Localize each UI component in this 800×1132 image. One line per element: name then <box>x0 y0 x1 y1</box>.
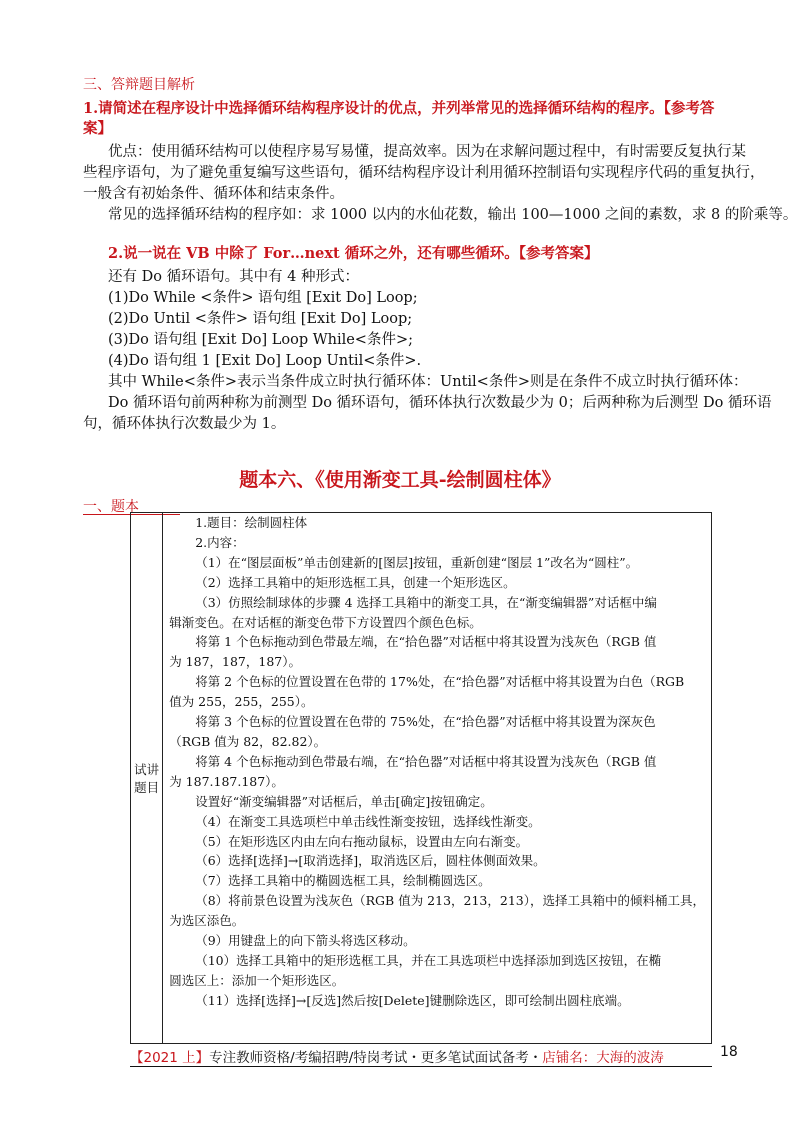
footer-text: 专注教师资格/考编招聘/特岗考试・更多笔试面试备考・ <box>209 1050 543 1066</box>
table-line: （RGB 值为 82，82.82）。 <box>169 733 327 749</box>
answer-2-line-4: (3)Do 语句组 [Exit Do] Loop While<条件>; <box>108 332 413 348</box>
table-label-cell <box>131 513 163 1044</box>
table-line: 圆选区上：添加一个矩形选区。 <box>169 972 345 988</box>
table-line: （10）选择工具箱中的矩形选框工具，并在工具选项栏中选择添加到选区按钮，在椭 <box>195 952 662 968</box>
answer-2-line-3: (2)Do Until <条件> 语句组 [Exit Do] Loop; <box>108 311 413 327</box>
table-line: （5）在矩形选区内由左向右拖动鼠标，设置由左向右渐变。 <box>195 833 529 849</box>
answer-2-line-6: 其中 While<条件>表示当条件成立时执行循环体：Until<条件>则是在条件不成立时执行循环体： <box>108 374 748 390</box>
section-heading-topic: 一、题本 <box>83 499 139 515</box>
table-line: 2.内容： <box>195 534 245 550</box>
table-line: （8）将前景色设置为浅灰色（RGB 值为 213，213，213），选择工具箱中的倾料桶工具， <box>195 893 705 909</box>
footer-underline <box>130 1066 712 1067</box>
table-line: （2）选择工具箱中的矩形选框工具，创建一个矩形选区。 <box>195 574 516 590</box>
footer <box>130 1046 664 1066</box>
table-line: （1）在“图层面板”单击创建新的[图层]按钮，重新创建“图层 1”改名为“圆柱”。 <box>195 554 639 570</box>
table-content-cell <box>163 513 712 1044</box>
answer-2-line-7: Do 循环语句前两种称为前测型 Do 循环语句，循环体执行次数最少为 0；后两种称为后测型 Do 循环语 <box>108 395 772 411</box>
table-line: 将第 4 个色标拖动到色带最右端，在“拾色器”对话框中将其设置为浅灰色（RGB 值 <box>195 753 657 769</box>
table-line: （11）选择[选择]→[反选]然后按[Delete]键删除选区，即可绘制出圆柱底端。 <box>195 992 630 1008</box>
answer-2-line-1: 还有 Do 循环语句。其中有 4 种形式： <box>108 269 360 285</box>
exam-table <box>130 512 712 1044</box>
table-line: （6）选择[选择]→[取消选择]，取消选区后，圆柱体侧面效果。 <box>195 853 546 869</box>
table-line: 1.题目：绘制圆柱体 <box>195 515 308 530</box>
answer-2-line-2: (1)Do While <条件> 语句组 [Exit Do] Loop; <box>108 290 418 306</box>
table-label: 试讲题目 <box>134 762 160 795</box>
table-line: 设置好“渐变编辑器”对话框后，单击[确定]按钮确定。 <box>195 793 493 809</box>
table-line: 将第 2 个色标的位置设置在色带的 17%处，在“拾色器”对话框中将其设置为白色（RGB <box>195 674 685 690</box>
answer-1-line-4: 常见的选择循环结构的程序如：求 1000 以内的水仙花数，输出 100—1000 之间的素数，求 8 的阶乘等。 <box>108 207 798 223</box>
question-1-line-2: 案】 <box>83 120 112 137</box>
answer-2-line-8: 句，循环体执行次数最少为 1。 <box>83 416 286 432</box>
footer-tag: 【2021 上】 <box>130 1050 210 1066</box>
table-line: 为 187，187，187）。 <box>169 654 301 670</box>
table-line: 将第 3 个色标的位置设置在色带的 75%处，在“拾色器”对话框中将其设置为深灰色 <box>195 714 656 730</box>
answer-1-line-2: 些程序语句，为了避免重复编写这些语句，循环结构程序设计利用循环控制语句实现程序代码的重复执行， <box>83 165 765 181</box>
answer-1-line-1: 优点：使用循环结构可以使程序易写易懂，提高效率。因为在求解问题过程中，有时需要反复执行某 <box>108 144 746 160</box>
section-heading: 三、答辩题目解析 <box>83 77 195 93</box>
footer-shop: 店铺名：大海的波涛 <box>542 1050 664 1066</box>
topic-title: 题本六、《使用渐变工具-绘制圆柱体》 <box>239 469 561 491</box>
table-line: 为 187.187.187）。 <box>169 773 284 789</box>
page-number: 18 <box>720 1044 738 1060</box>
table-line: （4）在渐变工具选项栏中单击线性渐变按钮，选择线性渐变。 <box>195 813 541 829</box>
table-line: 为选区添色。 <box>169 913 245 929</box>
table-line: 值为 255，255，255）。 <box>169 694 314 710</box>
table-line: （7）选择工具箱中的椭圆选框工具，绘制椭圆选区。 <box>195 873 491 889</box>
table-line: 辑渐变色。在对话框的渐变色带下方设置四个颜色色标。 <box>169 614 482 630</box>
answer-2-line-5: (4)Do 语句组 1 [Exit Do] Loop Until<条件>. <box>108 353 422 369</box>
table-line: （9）用键盘上的向下箭头将选区移动。 <box>195 933 416 949</box>
table-line: 将第 1 个色标拖动到色带最左端，在“拾色器”对话框中将其设置为浅灰色（RGB 值 <box>195 634 657 650</box>
question-1-line-1: 1.请简述在程序设计中选择循环结构程序设计的优点，并列举常见的选择循环结构的程序。【参考答 <box>83 100 715 117</box>
question-2: 2.说一说在 VB 中除了 For…next 循环之外，还有哪些循环。【参考答案】 <box>108 245 599 262</box>
answer-1-line-3: 一般含有初始条件、循环体和结束条件。 <box>83 186 344 202</box>
table-line: （3）仿照绘制球体的步骤 4 选择工具箱中的渐变工具，在“渐变编辑器”对话框中编 <box>195 594 657 610</box>
